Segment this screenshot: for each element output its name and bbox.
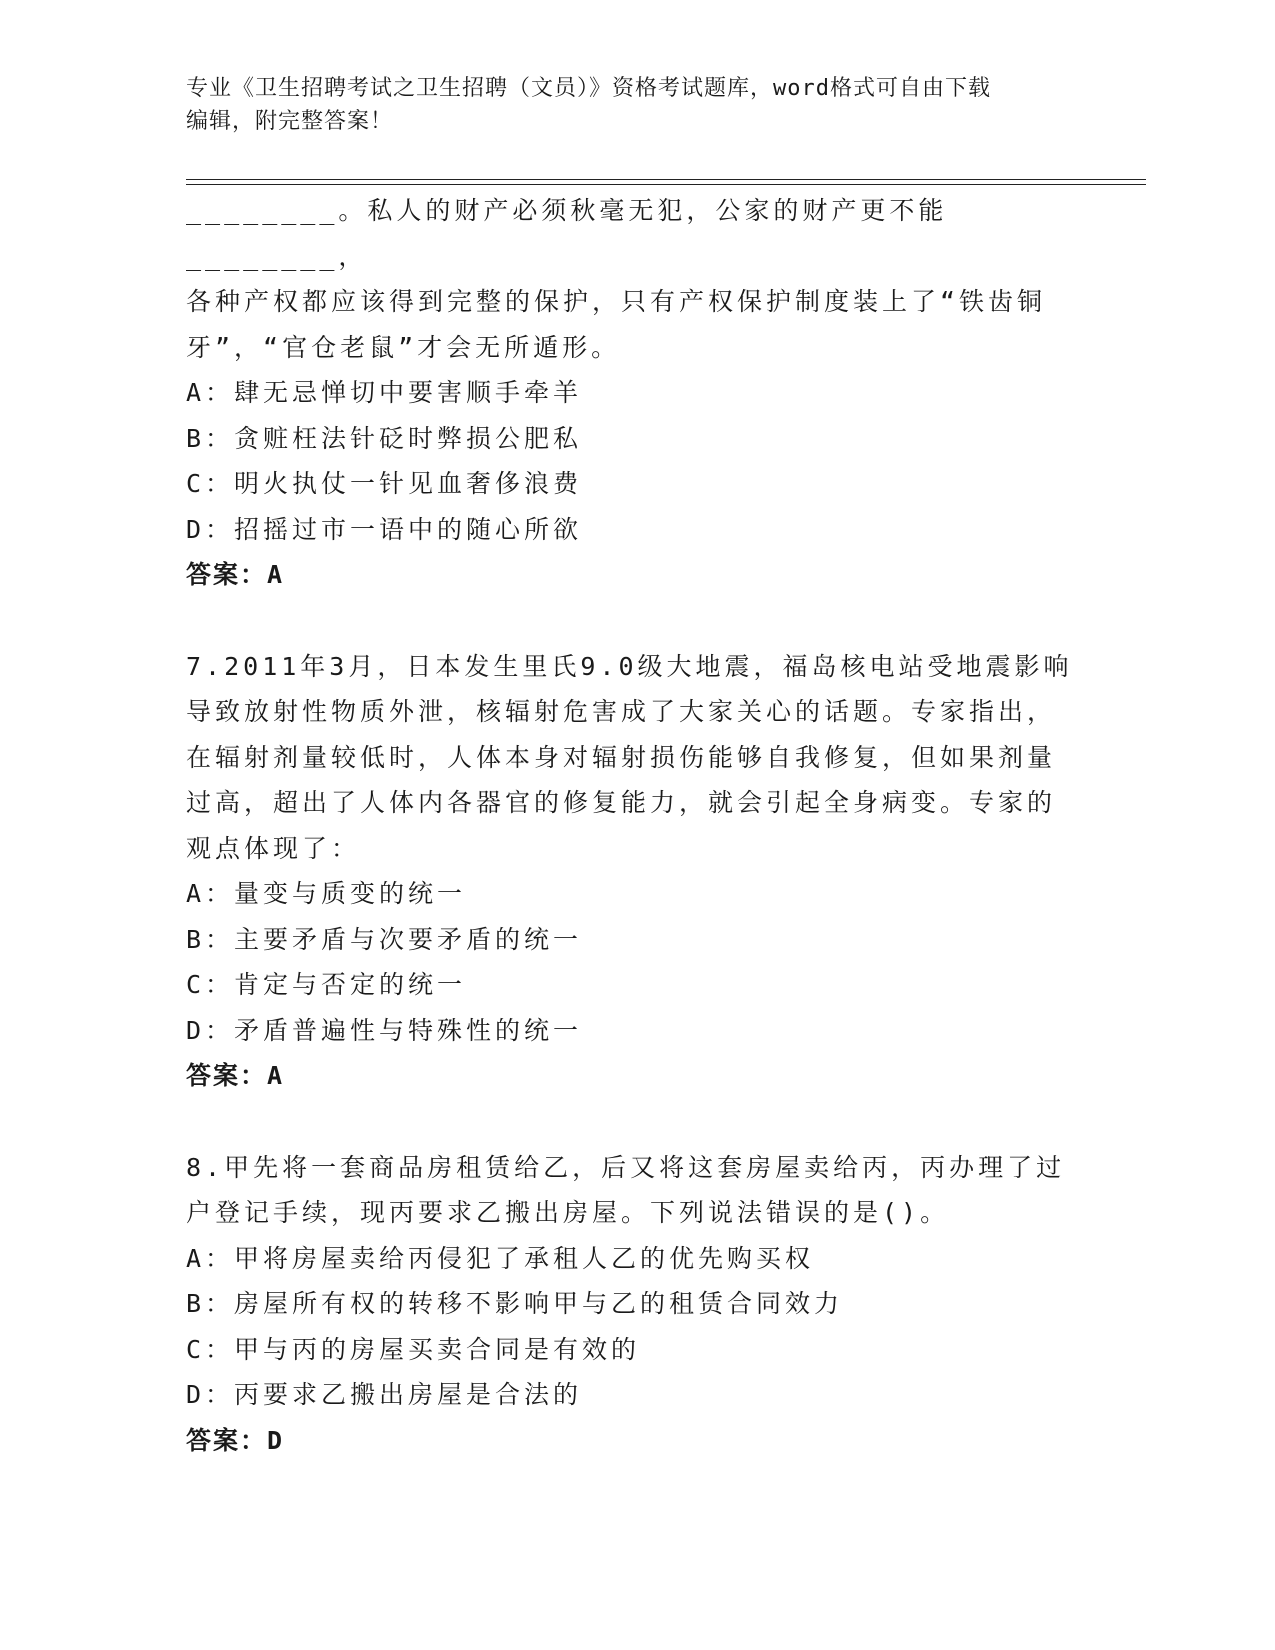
option-d: D：矛盾普遍性与特殊性的统一 <box>186 1015 583 1045</box>
option-a: A：甲将房屋卖给丙侵犯了承租人乙的优先购买权 <box>186 1243 815 1273</box>
header-line-1: 专业《卫生招聘考试之卫生招聘（文员）》资格考试题库，word格式可自由下载 <box>186 76 991 101</box>
option-a: A：肆无忌惮切中要害顺手牵羊 <box>186 378 583 407</box>
question-stem-line: 观点体现了： <box>186 833 361 863</box>
option-c: C：明火执仗一针见血奢侈浪费 <box>186 469 583 498</box>
option-c: C：甲与丙的房屋买卖合同是有效的 <box>186 1334 641 1364</box>
option-d: D：招摇过市一语中的随心所欲 <box>186 514 583 544</box>
option-b: B：房屋所有权的转移不影响甲与乙的租赁合同效力 <box>186 1289 844 1318</box>
answer: 答案：A <box>186 560 285 589</box>
option-b: B：主要矛盾与次要矛盾的统一 <box>186 924 583 954</box>
header-rule-bottom <box>186 184 1146 185</box>
question-stem-line: 导致放射性物质外泄，核辐射危害成了大家关心的话题。专家指出， <box>186 697 1057 726</box>
question-stem-line: 户登记手续，现丙要求乙搬出房屋。下列说法错误的是()。 <box>186 1198 950 1227</box>
option-d: D：丙要求乙搬出房屋是合法的 <box>186 1380 583 1409</box>
question-8 <box>186 1145 1086 1464</box>
option-b: B：贪赃枉法针砭时弊损公肥私 <box>186 423 583 453</box>
answer: 答案：D <box>186 1425 285 1455</box>
question-7 <box>186 644 1086 1099</box>
question-stem-line: 各种产权都应该得到完整的保护，只有产权保护制度装上了“铁齿铜 <box>186 287 1047 316</box>
question-stem-line: 在辐射剂量较低时，人体本身对辐射损伤能够自我修复，但如果剂量 <box>186 742 1057 772</box>
option-c: C：肯定与否定的统一 <box>186 970 467 999</box>
document-header <box>186 72 1086 138</box>
question-stem-line: ________。私人的财产必须秋毫无犯，公家的财产更不能________， <box>186 196 948 271</box>
question-stem-line: 牙”，“官仓老鼠”才会无所遁形。 <box>186 332 621 362</box>
question-stem-line: 8.甲先将一套商品房租赁给乙，后又将这套房屋卖给丙，丙办理了过 <box>186 1152 1066 1182</box>
spacer <box>186 598 1086 644</box>
option-a: A：量变与质变的统一 <box>186 879 467 908</box>
header-line-2: 编辑，附完整答案！ <box>186 109 394 134</box>
document-body <box>186 188 1086 1463</box>
question-6 <box>186 188 1086 598</box>
answer: 答案：A <box>186 1061 285 1090</box>
question-stem-line: 过高，超出了人体内各器官的修复能力，就会引起全身病变。专家的 <box>186 788 1057 817</box>
header-rule-top <box>186 179 1146 180</box>
spacer <box>186 1099 1086 1145</box>
question-stem-line: 7.2011年3月，日本发生里氏9.0级大地震，福岛核电站受地震影响 <box>186 651 1073 681</box>
